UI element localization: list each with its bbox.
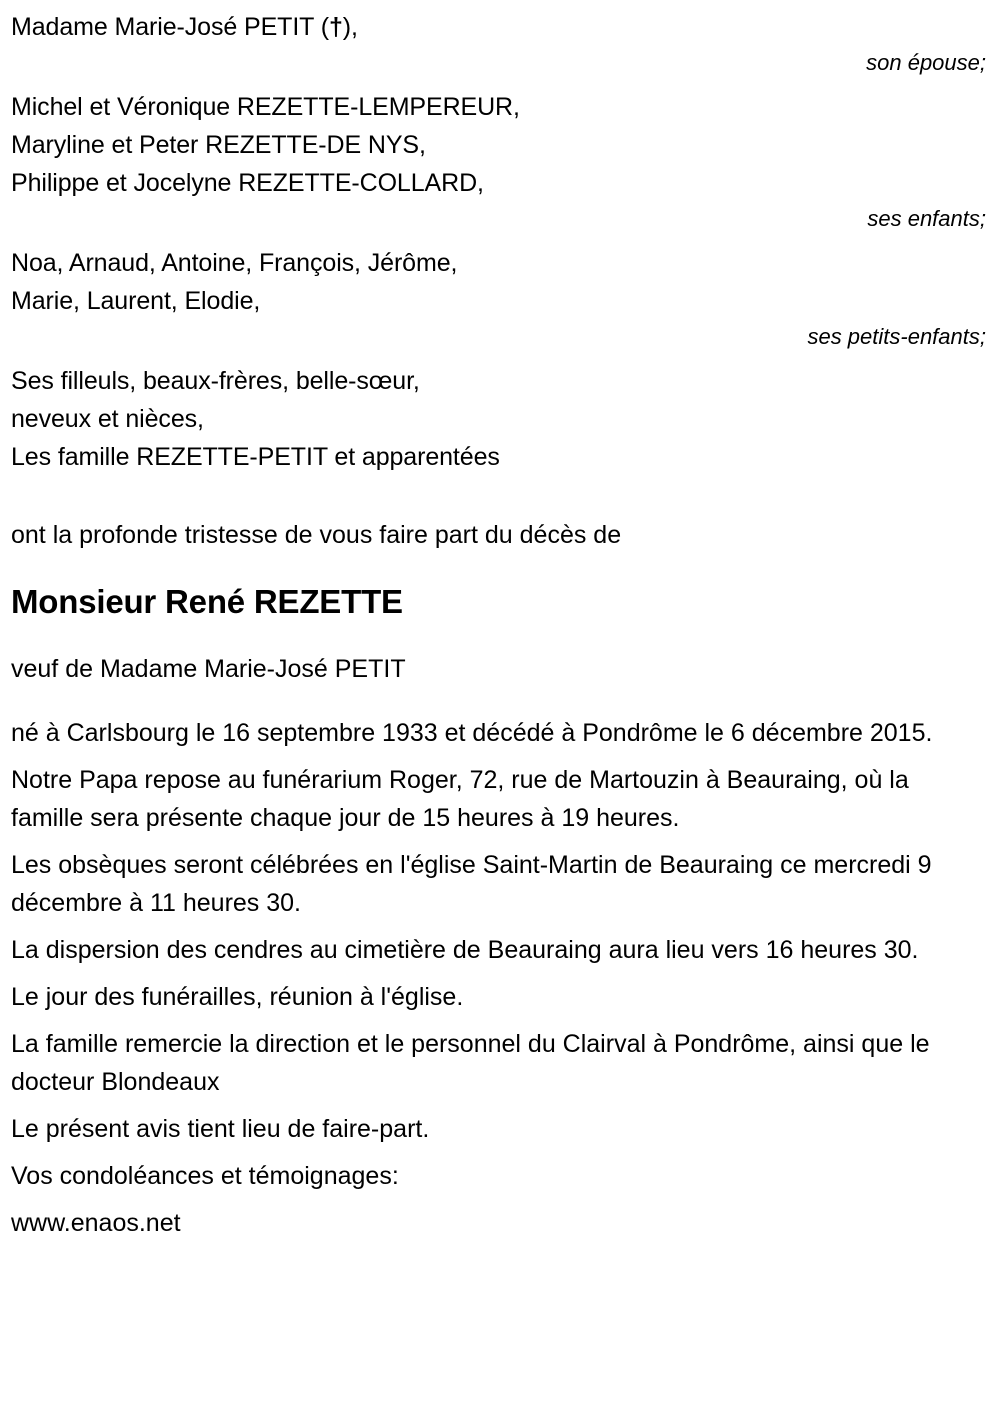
relation-name-line: Philippe et Jocelyne REZETTE-COLLARD, — [11, 169, 484, 197]
ash-scattering-paragraph: La dispersion des cendres au cimetière de Beauraing aura lieu vers 16 heures 30. — [11, 936, 919, 964]
relation-role-label: ses enfants; — [867, 206, 986, 231]
spacer — [11, 554, 990, 580]
relation-name-line: Noa, Arnaud, Antoine, François, Jérôme, — [11, 249, 458, 277]
relation-group-extended-family — [11, 362, 990, 476]
condolences-label: Vos condoléances et témoignages: — [11, 1162, 399, 1190]
gathering-paragraph: Le jour des funérailles, réunion à l'église. — [11, 983, 464, 1011]
relation-name-line: Marie, Laurent, Elodie, — [11, 287, 261, 315]
relation-group-children — [11, 88, 990, 236]
deceased-name: Monsieur René REZETTE — [11, 583, 403, 620]
relation-group-spouse — [11, 8, 990, 80]
spacer — [11, 624, 990, 650]
notice-in-lieu-paragraph: Le présent avis tient lieu de faire-part. — [11, 1115, 430, 1143]
birth-death-paragraph: né à Carlsbourg le 16 septembre 1933 et décédé à Pondrôme le 6 décembre 2015. — [11, 719, 933, 747]
spacer — [11, 476, 990, 516]
relation-name-line: Les famille REZETTE-PETIT et apparentées — [11, 443, 500, 471]
relation-name-line: Michel et Véronique REZETTE-LEMPEREUR, — [11, 93, 520, 121]
relation-name-line: Madame Marie-José PETIT (†), — [11, 13, 358, 41]
relation-group-grandchildren — [11, 244, 990, 354]
relation-name-line: Ses filleuls, beaux-frères, belle-sœur, — [11, 367, 420, 395]
ceremony-paragraph: Les obsèques seront célébrées en l'église Saint-Martin de Beauraing ce mercredi 9 décembre à 11 heures 30. — [11, 851, 932, 917]
spacer — [11, 80, 990, 88]
relation-name-line: neveux et nièces, — [11, 405, 204, 433]
funeral-home-paragraph: Notre Papa repose au funérarium Roger, 72, rue de Martouzin à Beauraing, où la famille sera présente chaque jour de 15 heures à 19 heures. — [11, 766, 909, 832]
announcement-intro: ont la profonde tristesse de vous faire part du décès de — [11, 521, 622, 549]
spacer — [11, 354, 990, 362]
relation-role-label: son épouse; — [866, 50, 986, 75]
condolences-website[interactable]: www.enaos.net — [11, 1209, 181, 1237]
spacer — [11, 236, 990, 244]
widow-of-line: veuf de Madame Marie-José PETIT — [11, 655, 406, 683]
relation-name-line: Maryline et Peter REZETTE-DE NYS, — [11, 131, 426, 159]
thanks-paragraph: La famille remercie la direction et le personnel du Clairval à Pondrôme, ainsi que le docteur Blondeaux — [11, 1030, 930, 1096]
spacer — [11, 688, 990, 714]
dagger-icon: † — [328, 13, 343, 41]
relation-role-label: ses petits-enfants; — [807, 324, 986, 349]
